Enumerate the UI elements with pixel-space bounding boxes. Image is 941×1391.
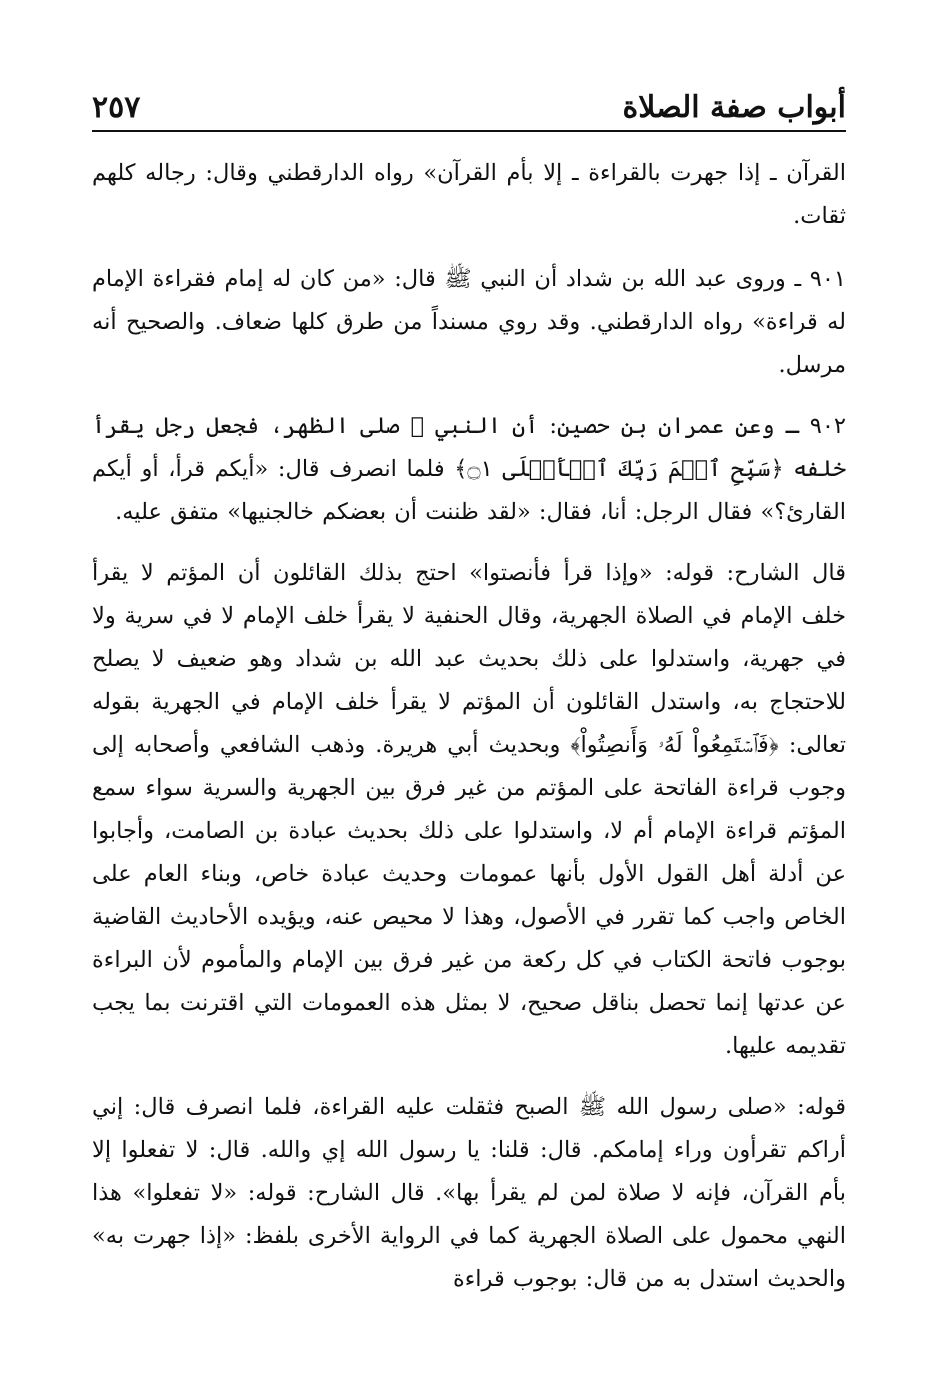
paragraph-continuation: القرآن ـ إذا جهرت بالقراءة ـ إلا بأم القرآن» رواه الدارقطني وقال: رجاله كلهم ثقات. — [92, 160, 846, 229]
page-header — [92, 78, 846, 132]
page-body — [92, 152, 846, 1301]
hadith-901: ٩٠١ ـ وروى عبد الله بن شداد أن النبي ﷺ قال: «من كان له إمام فقراءة الإمام له قراءة» رواه الدارقطني. وقد روي مسنداً من طرق كلها ضعاف. والصحيح أنه مرسل. — [92, 266, 846, 378]
hadith-902: ٩٠٢ ـ وعن عمران بن حصين: أن النبي ﷺ صلى الظهر، فجعل رجل يقرأ خلفه ﴿سَبِّحِ ٱسۡمَ رَبِّكَ ٱلۡأَعۡلَى ۝١﴾ فلما انصرف قال: «أيكم قرأ، أو أيكم القارئ؟» فقال الرجل: أنا، فقال: «لقد ظننت أن بعضكم خالجنيها» متفق عليه. — [92, 413, 846, 525]
commentary-paragraph-2: قوله: «صلى رسول الله ﷺ الصبح فثقلت عليه القراءة، فلما انصرف قال: إني أراكم تقرأون وراء إمامكم. قال: قلنا: يا رسول الله إي والله. قال: لا تفعلوا إلا بأم القرآن، فإنه لا صلاة لمن لم يقرأ بها». قال الشارح: قوله: «لا تفعلوا» هذا النهي محمول على الصلاة الجهرية كما في الرواية الأخرى بلفظ: «إذا جهرت به» والحديث استدل به من قال: بوجوب قراءة — [92, 1094, 846, 1292]
page-number: ٢٥٧ — [92, 90, 141, 125]
commentary-paragraph: قال الشارح: قوله: «وإذا قرأ فأنصتوا» احتج بذلك القائلون أن المؤتم لا يقرأ خلف الإمام في الصلاة الجهرية، وقال الحنفية لا يقرأ خلف الإمام لا في سرية ولا في جهرية، واستدلوا على ذلك بحديث عبد الله بن شداد وهو ضعيف لا يصلح للاحتجاج به، واستدل القائلون أن المؤتم لا يقرأ خلف الإمام في الجهرية بقوله تعالى: ﴿فَٱسۡتَمِعُواْ لَهُۥ وَأَنصِتُواْ﴾ وبحديث أبي هريرة. وذهب الشافعي وأصحابه إلى وجوب قراءة الفاتحة على المؤتم من غير فرق بين الجهرية والسرية سواء سمع المؤتم قراءة الإمام أم لا، واستدلوا على ذلك بحديث عبادة بن الصامت، وأجابوا عن أدلة أهل القول الأول بأنها عمومات وحديث عبادة خاص، وبناء العام على الخاص واجب كما تقرر في الأصول، وهذا لا محيص عنه، ويؤيده الأحاديث القاضية بوجوب فاتحة الكتاب في كل ركعة من غير فرق بين الإمام والمأموم لأن البراءة عن عدتها إنما تحصل بناقل صحيح، لا بمثل هذه العمومات التي اقترنت بما يجب تقديمه عليها. — [92, 560, 846, 1059]
chapter-title: أبواب صفة الصلاة — [622, 90, 846, 125]
